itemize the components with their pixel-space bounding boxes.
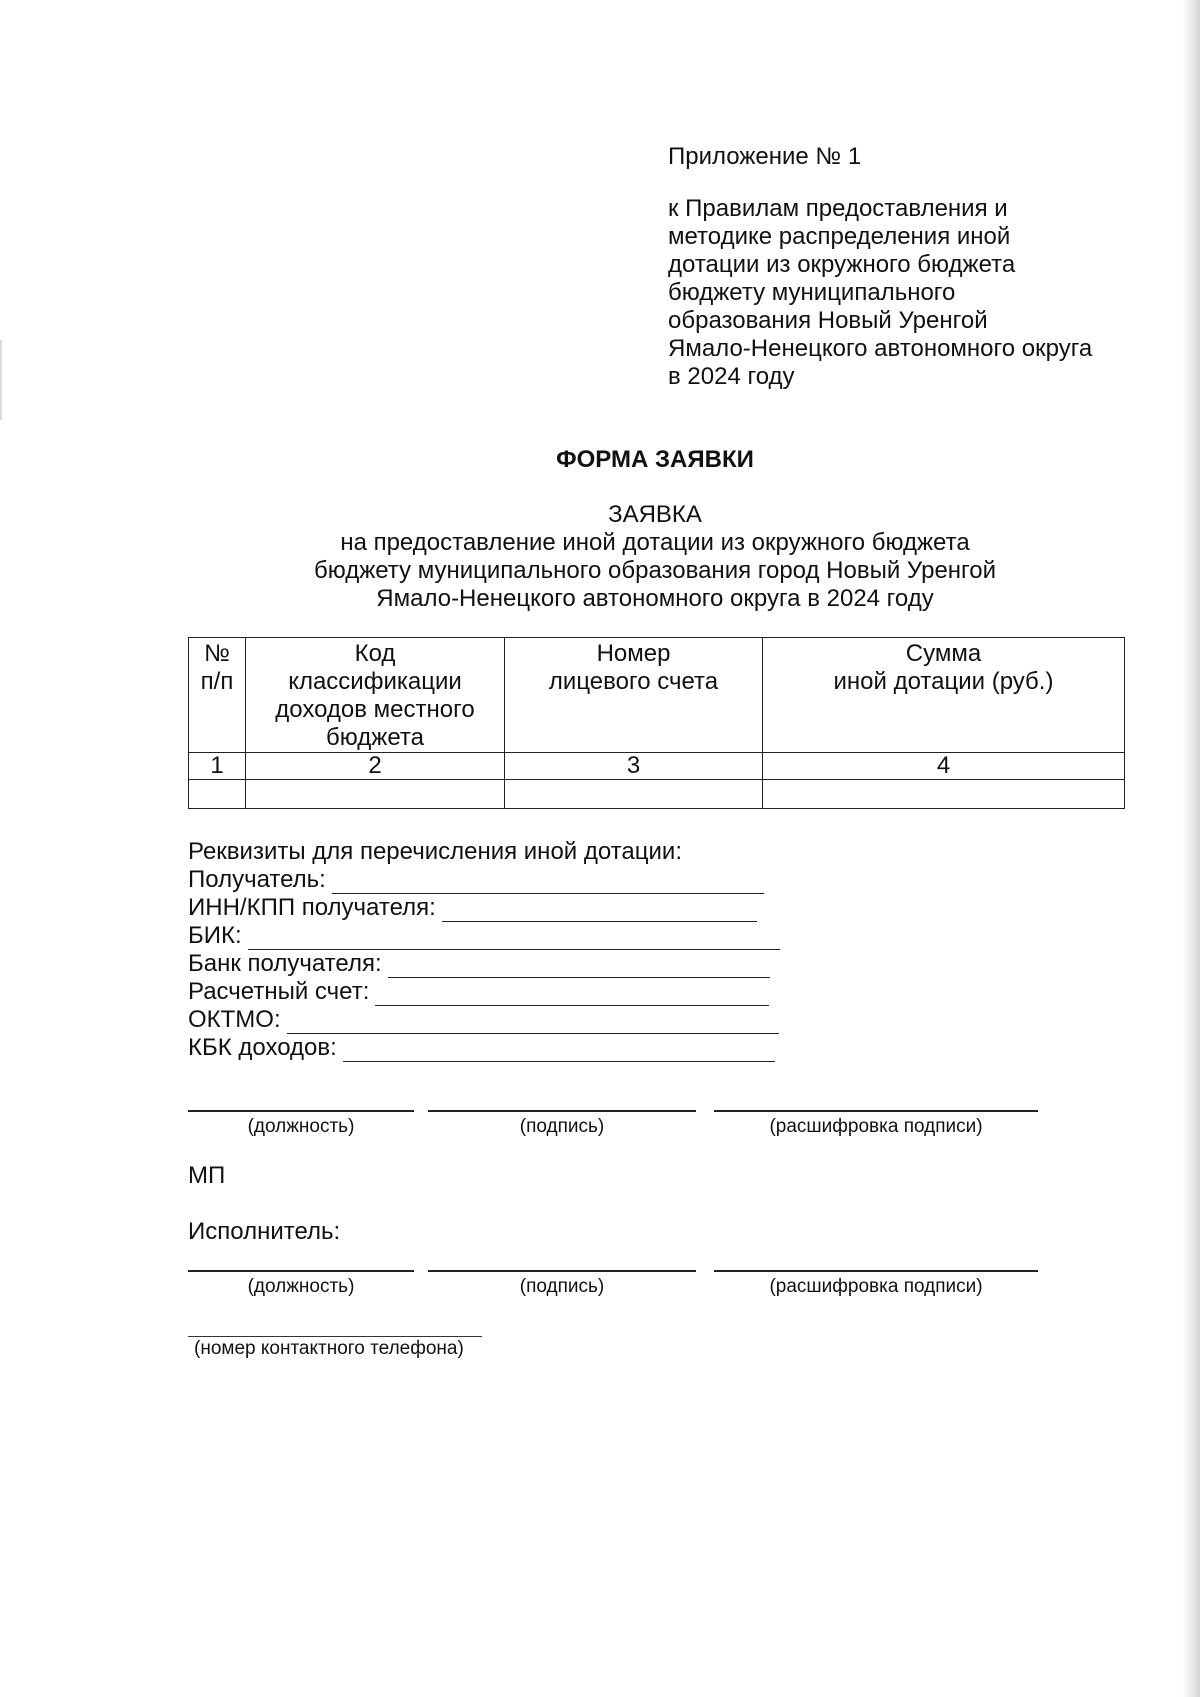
form-title: ФОРМА ЗАЯВКИ	[556, 446, 754, 473]
requisite-fill-line[interactable]	[332, 871, 764, 894]
appendix-line: Ямало-Ненецкого автономного округа	[668, 335, 1093, 362]
table-header-cell	[189, 638, 246, 753]
appendix-line: методике распределения иной	[668, 223, 1011, 250]
header-line: бюджета	[326, 724, 424, 751]
page-edge-mark	[0, 340, 2, 420]
requisite-label: БИК:	[188, 922, 242, 949]
header-line: п/п	[200, 668, 234, 695]
requisite-fill-line[interactable]	[442, 899, 757, 922]
requisite-label: ОКТМО:	[188, 1006, 281, 1033]
requisite-fill-line[interactable]	[375, 983, 769, 1006]
requisite-fill-line[interactable]	[248, 927, 780, 950]
requisite-row-bank	[188, 950, 808, 978]
signature-caption: (подпись)	[519, 1276, 605, 1297]
signature-line[interactable]	[428, 1270, 696, 1272]
decoding-caption: (расшифровка подписи)	[769, 1116, 983, 1137]
decoding-line[interactable]	[714, 1110, 1038, 1112]
table-column-numbers-row	[189, 753, 1125, 780]
column-number-cell: 3	[505, 753, 763, 780]
requisite-row-inn-kpp	[188, 894, 808, 922]
executor-label: Исполнитель:	[188, 1218, 341, 1245]
requisite-label: КБК доходов:	[188, 1034, 337, 1061]
table-header-cell	[505, 638, 763, 753]
appendix-text	[668, 195, 1138, 391]
requisite-fill-line[interactable]	[287, 1011, 779, 1034]
requisite-row-recipient	[188, 866, 808, 894]
appendix-line: образования Новый Уренгой	[668, 307, 988, 334]
header-line: иной дотации (руб.)	[833, 668, 1054, 695]
table-cell[interactable]	[189, 780, 246, 809]
requisite-row-bik	[188, 922, 808, 950]
page-edge-shadow	[1182, 0, 1200, 1697]
appendix-number: Приложение № 1	[668, 143, 862, 170]
application-line: на предоставление иной дотации из окружного бюджета	[340, 529, 970, 556]
column-number-cell: 4	[763, 753, 1125, 780]
table-header-cell	[763, 638, 1125, 753]
application-line: Ямало-Ненецкого автономного округа в 2024 году	[376, 585, 934, 612]
table-header-cell	[246, 638, 505, 753]
signature-caption: (подпись)	[519, 1116, 605, 1137]
table-cell[interactable]	[246, 780, 505, 809]
application-line: бюджету муниципального образования город Новый Уренгой	[313, 557, 997, 584]
table-header-row	[189, 638, 1125, 753]
signature-line[interactable]	[428, 1110, 696, 1112]
phone-line[interactable]	[188, 1336, 482, 1337]
requisite-label: ИНН/КПП получателя:	[188, 894, 436, 921]
application-title	[0, 501, 1200, 613]
requisites-block	[188, 838, 808, 1062]
header-line: доходов местного	[275, 696, 475, 723]
requisite-label: Банк получателя:	[188, 950, 382, 977]
stamp-place: МП	[188, 1162, 226, 1189]
requisites-heading-text: Реквизиты для перечисления иной дотации:	[188, 838, 682, 865]
position-caption: (должность)	[247, 1276, 355, 1297]
position-caption: (должность)	[247, 1116, 355, 1137]
requisite-fill-line[interactable]	[388, 955, 770, 978]
table-row	[189, 780, 1125, 809]
position-line[interactable]	[188, 1110, 414, 1112]
phone-caption: (номер контактного телефона)	[194, 1338, 464, 1359]
table-cell[interactable]	[763, 780, 1125, 809]
column-number-cell: 2	[246, 753, 505, 780]
application-table	[188, 637, 1125, 809]
appendix-line: в 2024 году	[668, 363, 795, 390]
appendix-line: бюджету муниципального	[668, 279, 956, 306]
requisite-label: Расчетный счет:	[188, 978, 370, 1005]
requisite-label: Получатель:	[188, 866, 326, 893]
header-line: лицевого счета	[548, 668, 719, 695]
position-line[interactable]	[188, 1270, 414, 1272]
decoding-line[interactable]	[714, 1270, 1038, 1272]
header-line: Номер	[596, 640, 671, 667]
executor-signature-row	[188, 1270, 1038, 1310]
application-heading: ЗАЯВКА	[608, 501, 702, 528]
appendix-line: дотации из окружного бюджета	[668, 251, 1016, 278]
header-line: Сумма	[905, 640, 982, 667]
requisite-row-account	[188, 978, 808, 1006]
decoding-caption: (расшифровка подписи)	[769, 1276, 983, 1297]
header-line: классификации	[288, 668, 462, 695]
table-cell[interactable]	[505, 780, 763, 809]
requisites-heading	[188, 838, 808, 866]
header-line: Код	[354, 640, 396, 667]
requisite-row-oktmo	[188, 1006, 808, 1034]
header-line: №	[204, 640, 230, 667]
appendix-header	[668, 143, 1138, 391]
requisite-row-kbk	[188, 1034, 808, 1062]
column-number-cell: 1	[189, 753, 246, 780]
head-signature-row	[188, 1110, 1038, 1150]
appendix-line: к Правилам предоставления и	[668, 195, 1008, 222]
requisite-fill-line[interactable]	[343, 1039, 775, 1062]
